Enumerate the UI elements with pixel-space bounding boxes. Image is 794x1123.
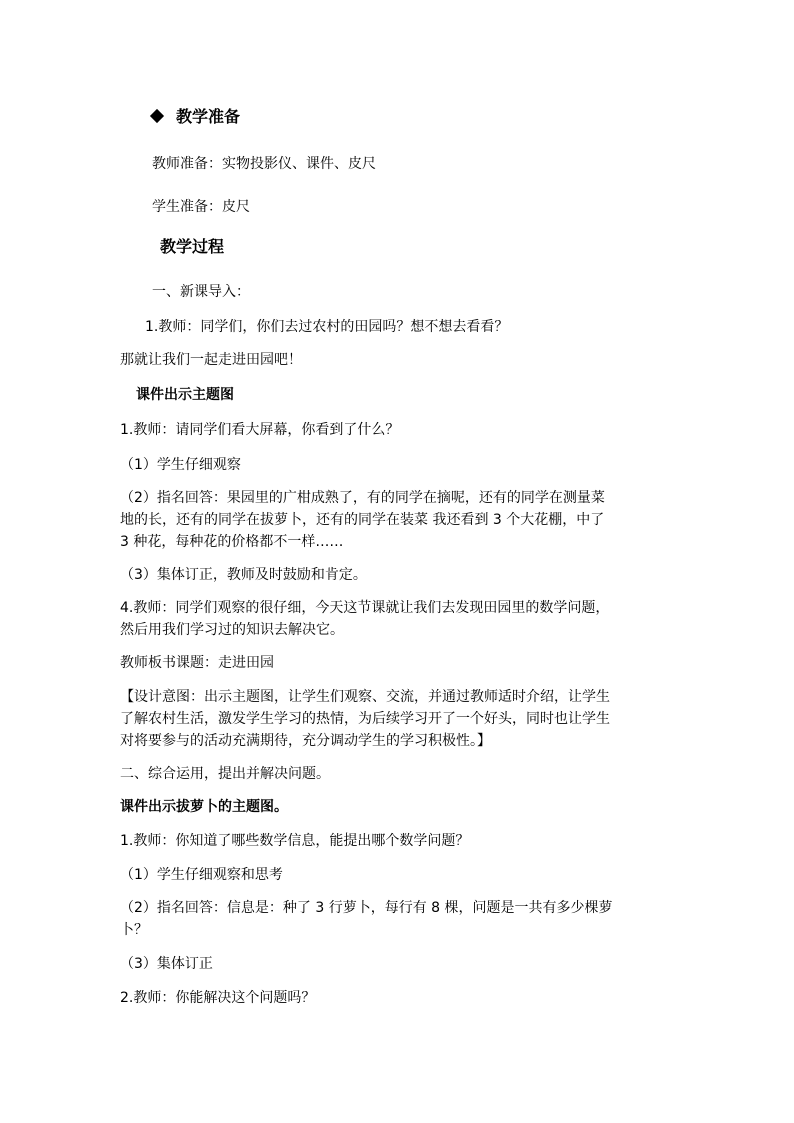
courseware-theme: 课件出示主题图 xyxy=(136,387,234,403)
step1-item2-l3: 3 种花，每种花的价格都不一样…… xyxy=(120,534,344,550)
diamond-bullet-icon xyxy=(150,108,164,122)
intro-line1: 1.教师：同学们，你们去过农村的田园吗？想不想去看看？ xyxy=(145,319,509,335)
heading-prep-text: 教学准备 xyxy=(176,107,241,126)
section2-title: 二、综合运用，提出并解决问题。 xyxy=(120,766,330,782)
radish-item2-l2: 卜？ xyxy=(120,922,148,938)
board-title: 教师板书课题：走进田园 xyxy=(120,655,274,671)
step1-item2-l2: 地的长，还有的同学在拔萝卜，还有的同学在装菜 我还看到 3 个大花棚，中了 xyxy=(120,512,605,528)
step4-l2: 然后用我们学习过的知识去解决它。 xyxy=(120,622,344,638)
heading-prep xyxy=(152,107,240,127)
radish-step1: 1.教师：你知道了哪些数学信息，能提出哪个数学问题？ xyxy=(120,833,470,849)
radish-theme: 课件出示拔萝卜的主题图。 xyxy=(120,799,288,815)
radish-item1: （1）学生仔细观察和思考 xyxy=(120,867,283,883)
step4-l1: 4.教师：同学们观察的很仔细，今天这节课就让我们去发现田园里的数学问题， xyxy=(120,600,610,616)
heading-process: 教学过程 xyxy=(160,237,225,256)
section1-title: 一、新课导入： xyxy=(152,284,250,300)
design-l1: 【设计意图：出示主题图，让学生们观察、交流，并通过教师适时介绍，让学生 xyxy=(120,689,610,705)
step1-item3: （3）集体订正，教师及时鼓励和肯定。 xyxy=(120,567,367,583)
radish-item2-l1: （2）指名回答：信息是：种了 3 行萝卜，每行有 8 棵，问题是一共有多少棵萝 xyxy=(120,900,613,916)
radish-item3: （3）集体订正 xyxy=(120,956,213,972)
teacher-prep: 教师准备：实物投影仪、课件、皮尺 xyxy=(152,156,376,172)
design-l3: 对将要参与的活动充满期待，充分调动学生的学习积极性。】 xyxy=(120,733,491,749)
step1-item2-l1: （2）指名回答：果园里的广柑成熟了，有的同学在摘呢，还有的同学在测量菜 xyxy=(120,490,605,506)
design-l2: 了解农村生活，激发学生学习的热情，为后续学习开了一个好头，同时也让学生 xyxy=(120,711,610,727)
step1-item1: （1）学生仔细观察 xyxy=(120,457,241,473)
radish-step2: 2.教师：你能解决这个问题吗？ xyxy=(120,990,316,1006)
intro-line2: 那就让我们一起走进田园吧！ xyxy=(120,352,302,368)
student-prep: 学生准备：皮尺 xyxy=(152,199,250,215)
step1-teacher: 1.教师：请同学们看大屏幕，你看到了什么？ xyxy=(120,422,400,438)
